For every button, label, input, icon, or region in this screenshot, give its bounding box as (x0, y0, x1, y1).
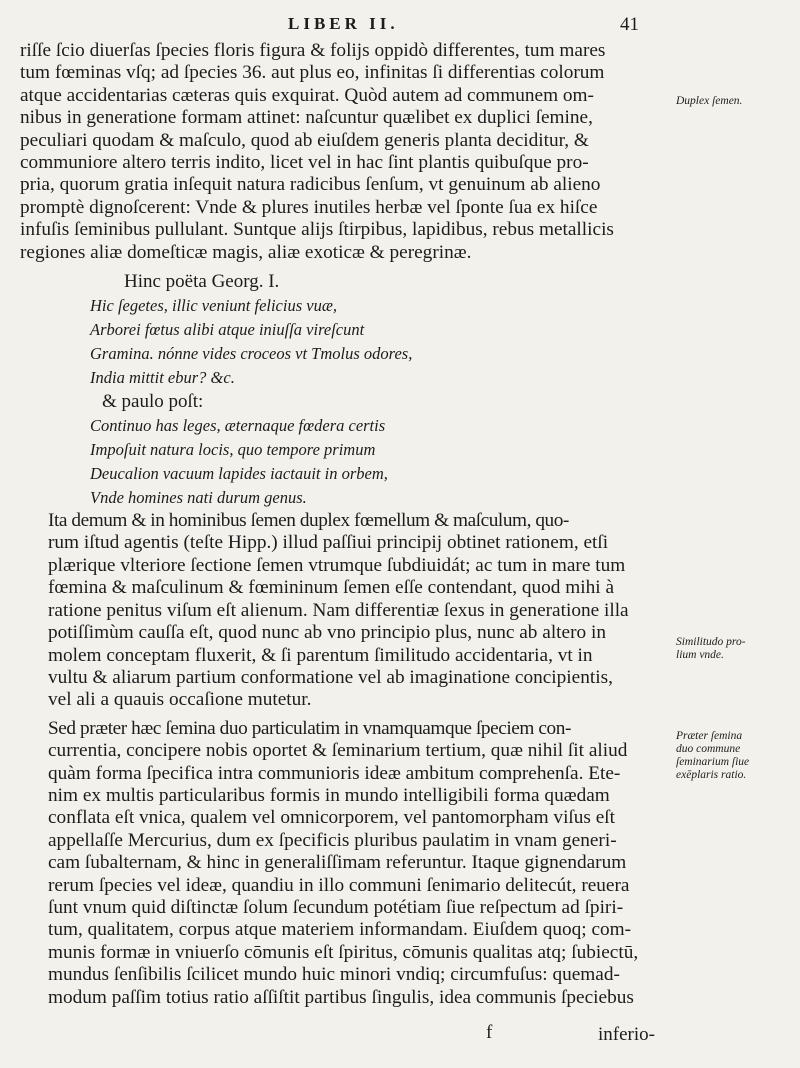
text-line: infuſis ſeminibus pullulant. Suntque alijs ſtirpibus, lapidibus, rebus metallicis (20, 219, 614, 241)
text-line: tum, qualitatem, corpus atque materiem informandam. Eiuſdem quoq; com- (48, 919, 632, 941)
margin-note-line: Duplex ſemen. (676, 95, 743, 107)
text-line: plærique vlteriore ſectione ſemen vtrumque ſubdiuidát; ac tum in mare tum (48, 554, 626, 576)
verse-line: Vnde homines nati durum genus. (90, 488, 307, 508)
text-line: rum iſtud agentis (teſte Hipp.) illud paſſiui principij obtinet rationem, etſi (48, 532, 609, 554)
margin-note-line: exēplaris ratio. (676, 769, 747, 781)
text-line: molem conceptam fluxerit, & ſi parentum ſimilitudo accidentaria, vt in (48, 644, 593, 666)
text-line: nim ex multis particularibus formis in mundo intelligibili forma quædam (48, 784, 610, 806)
text-line: vultu & aliarum partium conformatione vel ab imaginatione concipientis, (48, 666, 613, 688)
paragraph-1 (20, 40, 668, 264)
text-line: nibus in generatione formam attinet: naſcuntur quælibet ex duplici ſemine, (20, 107, 593, 129)
verse-line: Arborei fœtus alibi atque iniuſſa vireſcunt (90, 320, 365, 340)
text-line: potiſſimùm cauſſa eſt, quod nunc ab vno principio plus, nunc ab altero in (48, 622, 606, 644)
text-line: appellaſſe Mercurius, dum ex ſpecificis pluribus paulatim in vnam generi- (48, 829, 617, 851)
quotation-intro-2: & paulo poſt: (102, 391, 204, 413)
running-title: LIBER II. (288, 14, 399, 33)
text-line: currentia, concipere nobis oportet & ſeminarium tertium, quæ nihil ſit aliud (48, 740, 628, 762)
text-line: Ita demum & in hominibus ſemen duplex fœmellum & maſculum, quo- (48, 510, 569, 532)
paragraph-3 (20, 718, 668, 1009)
verse-line: Continuo has leges, æternaque fœdera certis (90, 416, 386, 436)
signature-mark: f (486, 1022, 493, 1043)
margin-note-line: Præter ſemina (676, 730, 743, 742)
text-line: vel ali a quauis occaſione mutetur. (48, 689, 312, 711)
verse-quotation-1 (20, 294, 668, 390)
verse-line: Impoſuit natura locis, quo tempore primum (90, 440, 376, 460)
text-line: mundus ſenſibilis ſcilicet mundo huic minori vndiq; circumfuſus: quemad- (48, 964, 620, 986)
text-line: conflata eſt vnica, qualem vel omnicorporem, vel pantomorpham viſus eſt (48, 807, 616, 829)
text-line: ſunt vnum quid diſtinctæ ſolum ſecundum potétiam ſiue reſpectum ad ſpiri- (48, 896, 624, 918)
text-line: regiones aliæ domeſticæ magis, aliæ exoticæ & peregrinæ. (20, 241, 472, 263)
text-line: cam ſubalternam, & hinc in generaliſſimam referuntur. Itaque gignendarum (48, 852, 627, 874)
verse-line: India mittit ebur? &c. (90, 368, 235, 388)
margin-note-line: ſeminarium ſiue (676, 756, 750, 768)
text-line: communiore altero terris indito, licet vel in hac ſint plantis quibuſque pro- (20, 152, 589, 174)
text-line: peculiari quodam & maſculo, quod ab eiuſdem generis planta deciditur, & (20, 129, 589, 151)
page-header (0, 14, 800, 40)
text-line: atque accidentarias cæteras quis exquirat. Quòd autem ad communem om- (20, 84, 594, 106)
text-line: quàm forma ſpecifica intra communioris ideæ ambitum comprehenſa. Ete- (48, 762, 621, 784)
verse-quotation-2 (20, 414, 668, 510)
margin-note-praeter (676, 730, 796, 782)
verse-line: Deucalion vacuum lapides iactauit in orbem, (90, 464, 388, 484)
quotation-intro-1: Hinc poëta Georg. I. (124, 271, 280, 293)
text-line: promptè dignoſcerent: Vnde & plures inutiles herbæ vel ſponte ſua ex hiſce (20, 196, 598, 218)
page-number: 41 (620, 14, 639, 35)
verse-line: Hic ſegetes, illic veniunt felicius vuæ, (90, 296, 337, 316)
text-line: fœmina & maſculinum & fœmininum ſemen eſſe contendant, quod mihi à (48, 577, 615, 599)
text-line: ratione penitus viſum eſt alienum. Nam differentiæ ſexus in generatione illa (48, 599, 629, 621)
main-text-block (20, 40, 668, 1009)
text-line: modum paſſim totius ratio aſſiſtit partibus ſingulis, idea communis ſpeciebus (48, 986, 634, 1008)
verse-line: Gramina. nónne vides croceos vt Tmolus odores, (90, 344, 413, 364)
margin-note-line: Similitudo pro- (676, 636, 746, 648)
margin-note-similitudo (676, 636, 796, 662)
catchword: inferio- (598, 1024, 655, 1045)
text-line: pria, quorum gratia inſequit natura radicibus ſenſum, vt genuinum ab alieno (20, 174, 601, 196)
text-line: rerum ſpecies vel ideæ, quandiu in illo communi ſenimario delitecút, reuera (48, 874, 630, 896)
margin-note-duplex (676, 95, 796, 108)
text-line: munis formæ in vniuerſo cōmunis eſt ſpiritus, cōmunis qualitas atq; ſubiectū, (48, 941, 639, 963)
text-line: tum fœminas vſq; ad ſpecies 36. aut plus eo, infinitas ſi differentias colorum (20, 62, 605, 84)
paragraph-2 (20, 510, 668, 712)
page-footer (0, 1022, 800, 1052)
margin-note-line: lium vnde. (676, 649, 724, 661)
text-line: riſſe ſcio diuerſas ſpecies floris figura & folijs oppidò differentes, tum mares (20, 40, 606, 61)
text-line: Sed præter hæc ſemina duo particulatim in vnamquamque ſpeciem con- (48, 717, 571, 739)
margin-note-line: duo commune (676, 743, 741, 755)
